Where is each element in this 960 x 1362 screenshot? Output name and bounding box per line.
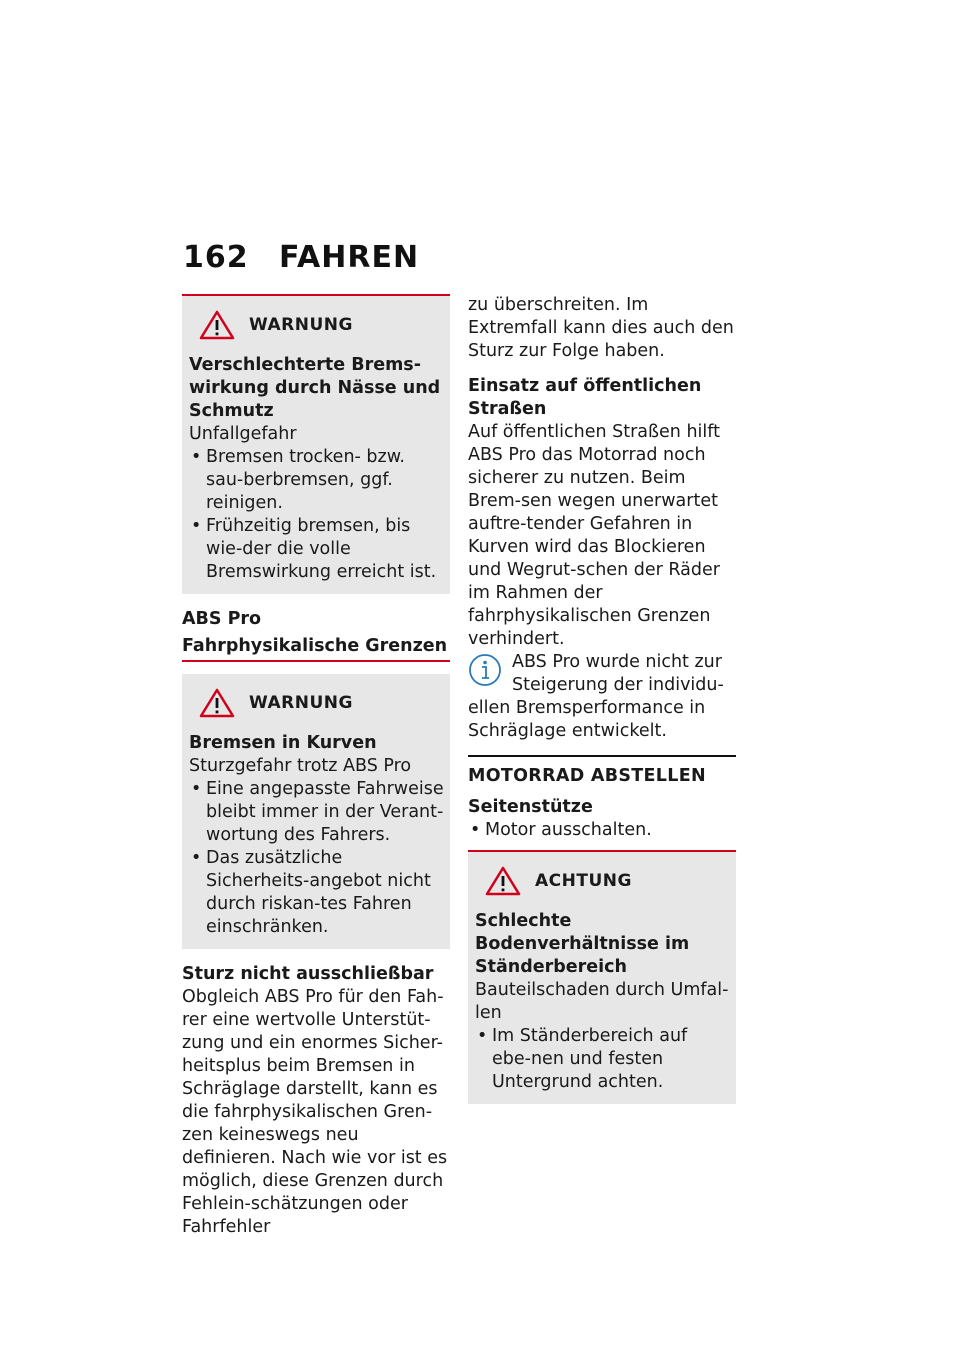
- caution-label: ACHTUNG: [535, 870, 632, 891]
- caution-heading: Schlechte Bodenverhältnisse im Ständerbereich: [475, 911, 690, 977]
- body-text: Auf öffentlichen Straßen hilft ABS Pro das Motorrad noch sicherer zu nutzen. Beim Brem-sen wegen unerwartet auftre-tender Gefahren in Kurven wird das Blockieren und Wegrut-schen der Räder im Rahmen der fahrphysikalischen Grenzen verhindert.: [468, 422, 720, 649]
- left-column: [182, 294, 450, 1239]
- info-icon: [468, 653, 502, 687]
- body-text: Obgleich ABS Pro für den Fah-rer eine wertvolle Unterstüt-zung und ein enormes Sicher-heitsplus beim Bremsen in Schräglage darstellt, kann es die fahrphysikalischen Gren-zen keineswegs neu definieren. Nach wie vor ist es möglich, diese Grenzen durch Fehlein-schätzungen oder Fahrfehler: [182, 987, 448, 1237]
- list-item: • Motor ausschalten.: [468, 819, 736, 842]
- warning-header: [189, 688, 444, 718]
- page-header: [183, 240, 419, 275]
- page-number: 162: [183, 240, 249, 275]
- info-text: ABS Pro wurde nicht zur Steigerung der individu-: [512, 652, 724, 695]
- instruction-bullets: [468, 819, 736, 852]
- section-heading: Seitenstütze: [468, 797, 593, 817]
- right-column: [468, 294, 736, 1118]
- body-text: zu überschreiten. Im Extremfall kann dies auch den Sturz zur Folge haben.: [468, 295, 734, 361]
- warning-label: WARNUNG: [249, 692, 353, 713]
- warning-box: [182, 294, 450, 594]
- warning-triangle-icon: [485, 866, 521, 896]
- warning-bullets: [189, 778, 444, 939]
- warning-box: [182, 674, 450, 949]
- warning-bullets: [189, 446, 444, 584]
- caution-bullets: [475, 1025, 730, 1094]
- page-title: FAHREN: [279, 240, 420, 275]
- warning-triangle-icon: [199, 310, 235, 340]
- caution-subtitle: Bauteilschaden durch Umfal-len: [475, 980, 729, 1023]
- warning-heading: Bremsen in Kurven: [189, 733, 377, 753]
- warning-header: [189, 310, 444, 340]
- warning-subtitle: Unfallgefahr: [189, 424, 297, 444]
- list-item: • Frühzeitig bremsen, bis wie-der die volle Bremswirkung erreicht ist.: [189, 515, 444, 584]
- warning-label: WARNUNG: [249, 314, 353, 335]
- list-item: • Bremsen trocken- bzw. sau-berbremsen, ggf. reinigen.: [189, 446, 444, 515]
- warning-heading: Verschlechterte Brems-wirkung durch Nässe und Schmutz: [189, 355, 441, 421]
- list-item: • Eine angepasste Fahrweise bleibt immer in der Verant-wortung des Fahrers.: [189, 778, 444, 847]
- info-note: [468, 651, 736, 743]
- list-item: • Das zusätzliche Sicherheits-angebot nicht durch riskan-tes Fahren einschränken.: [189, 847, 444, 939]
- section-heading: Sturz nicht ausschließbar: [182, 964, 434, 984]
- section-subheading: Fahrphysikalische Grenzen: [182, 635, 450, 662]
- section-title: MOTORRAD ABSTELLEN: [468, 755, 736, 788]
- section-heading: Einsatz auf öffentlichen Straßen: [468, 376, 702, 419]
- section-heading: ABS Pro: [182, 609, 262, 629]
- warning-triangle-icon: [199, 688, 235, 718]
- list-item: • Im Ständerbereich auf ebe-nen und festen Untergrund achten.: [475, 1025, 730, 1094]
- info-text-continued: ellen Bremsperformance in Schräglage entwickelt.: [468, 698, 706, 741]
- warning-subtitle: Sturzgefahr trotz ABS Pro: [189, 756, 412, 776]
- caution-header: [475, 866, 730, 896]
- caution-box: [468, 852, 736, 1104]
